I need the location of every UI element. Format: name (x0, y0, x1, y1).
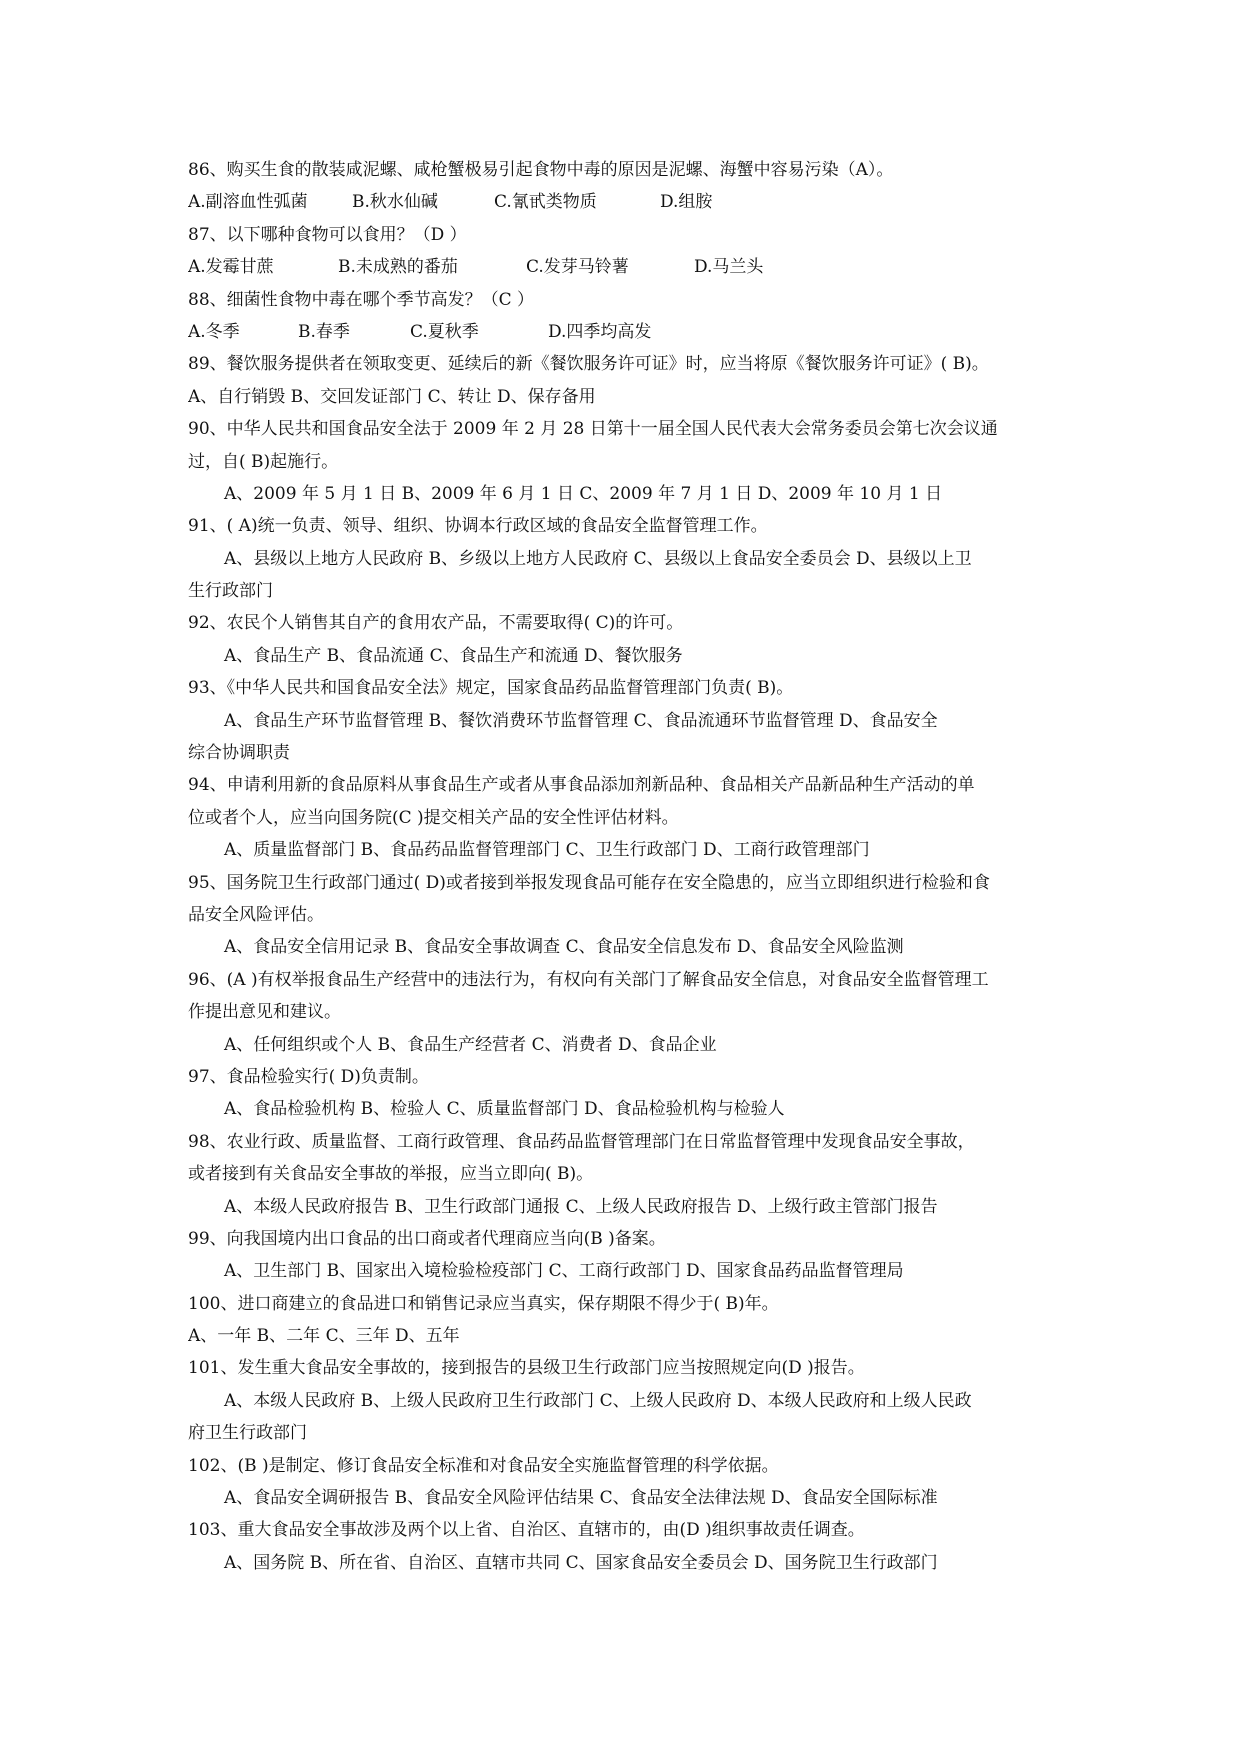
question-88-options (188, 316, 1060, 348)
question-91-options: A、县级以上地方人民政府 B、乡级以上地方人民政府 C、县级以上食品安全委员会 D、县级以上卫 (224, 548, 972, 569)
option-d: D.马兰头 (694, 257, 764, 278)
question-87-stem: 87、以下哪种食物可以食用？（D ） (188, 224, 467, 245)
question-92-options: A、食品生产 B、食品流通 C、食品生产和流通 D、餐饮服务 (224, 645, 683, 666)
question-91-stem: 91、( A)统一负责、领导、组织、协调本行政区域的食品安全监督管理工作。 (188, 516, 768, 537)
question-97-options: A、食品检验机构 B、检验人 C、质量监督部门 D、食品检验机构与检验人 (224, 1099, 785, 1120)
question-93-options: A、食品生产环节监督管理 B、餐饮消费环节监督管理 C、食品流通环节监督管理 D、食品安全 (224, 710, 938, 731)
question-101-options: A、本级人民政府 B、上级人民政府卫生行政部门 C、上级人民政府 D、本级人民政府和上级人民政 (224, 1390, 972, 1411)
option-a: A.发霉甘蔗 (188, 257, 274, 278)
option-b: B.秋水仙碱 (352, 192, 438, 213)
question-102-stem: 102、(B )是制定、修订食品安全标准和对食品安全实施监督管理的科学依据。 (188, 1455, 779, 1476)
option-a: A.副溶血性弧菌 (188, 192, 308, 213)
question-89-stem: 89、餐饮服务提供者在领取变更、延续后的新《餐饮服务许可证》时，应当将原《餐饮服务许可证》( B)。 (188, 354, 989, 375)
question-92-stem: 92、农民个人销售其自产的食用农产品，不需要取得( C)的许可。 (188, 613, 684, 634)
option-c: C.夏秋季 (410, 321, 479, 342)
question-100-stem: 100、进口商建立的食品进口和销售记录应当真实，保存期限不得少于( B)年。 (188, 1293, 779, 1314)
question-90-stem-cont: 过，自( B)起施行。 (188, 451, 339, 472)
question-88-stem: 88、细菌性食物中毒在哪个季节高发？（C ） (188, 289, 535, 310)
question-98-options: A、本级人民政府报告 B、卫生行政部门通报 C、上级人民政府报告 D、上级行政主管部门报告 (224, 1196, 938, 1217)
question-100-options: A、一年 B、二年 C、三年 D、五年 (188, 1326, 460, 1347)
question-95-options: A、食品安全信用记录 B、食品安全事故调查 C、食品安全信息发布 D、食品安全风险监测 (224, 937, 904, 958)
option-b: B.春季 (298, 321, 350, 342)
question-93-stem: 93、《中华人民共和国食品安全法》规定，国家食品药品监督管理部门负责( B)。 (188, 678, 794, 699)
question-89-options: A、自行销毁 B、交回发证部门 C、转让 D、保存备用 (188, 386, 596, 407)
question-90-options: A、2009 年 5 月 1 日 B、2009 年 6 月 1 日 C、2009 年 7 月 1 日 D、2009 年 10 月 1 日 (224, 483, 943, 504)
question-91-options-cont: 生行政部门 (188, 581, 273, 602)
question-96-stem: 96、(A )有权举报食品生产经营中的违法行为，有权向有关部门了解食品安全信息，对食品安全监督管理工 (188, 969, 989, 990)
question-87-options (188, 251, 1060, 283)
question-103-options: A、国务院 B、所在省、自治区、直辖市共同 C、国家食品安全委员会 D、国务院卫生行政部门 (224, 1552, 938, 1573)
option-d: D.四季均高发 (548, 321, 652, 342)
option-a: A.冬季 (188, 321, 240, 342)
question-103-stem: 103、重大食品安全事故涉及两个以上省、自治区、直辖市的，由(D )组织事故责任调查。 (188, 1520, 865, 1541)
question-97-stem: 97、食品检验实行( D)负责制。 (188, 1066, 429, 1087)
question-101-stem: 101、发生重大食品安全事故的，接到报告的县级卫生行政部门应当按照规定向(D )报告。 (188, 1358, 865, 1379)
question-96-options: A、任何组织或个人 B、食品生产经营者 C、消费者 D、食品企业 (224, 1034, 717, 1055)
question-98-stem-cont: 或者接到有关食品安全事故的举报，应当立即向( B)。 (188, 1164, 594, 1185)
question-96-stem-cont: 作提出意见和建议。 (188, 1002, 341, 1023)
question-90-stem: 90、中华人民共和国食品安全法于 2009 年 2 月 28 日第十一届全国人民代表大会常务委员会第七次会议通 (188, 419, 998, 440)
question-94-options: A、质量监督部门 B、食品药品监督管理部门 C、卫生行政部门 D、工商行政管理部门 (224, 840, 870, 861)
option-b: B.未成熟的番茄 (338, 257, 458, 278)
question-94-stem-cont: 位或者个人，应当向国务院(C )提交相关产品的安全性评估材料。 (188, 807, 679, 828)
question-list (188, 154, 1060, 1579)
option-c: C.氰甙类物质 (494, 192, 597, 213)
question-99-stem: 99、向我国境内出口食品的出口商或者代理商应当向(B )备案。 (188, 1228, 666, 1249)
option-c: C.发芽马铃薯 (526, 257, 629, 278)
option-d: D.组胺 (660, 192, 713, 213)
question-94-stem: 94、申请利用新的食品原料从事食品生产或者从事食品添加剂新品种、食品相关产品新品种生产活动的单 (188, 775, 975, 796)
question-102-options: A、食品安全调研报告 B、食品安全风险评估结果 C、食品安全法律法规 D、食品安全国际标准 (224, 1488, 938, 1509)
question-86-stem: 86、购买生食的散装咸泥螺、咸枪蟹极易引起食物中毒的原因是泥螺、海蟹中容易污染（A）。 (188, 160, 894, 180)
question-93-options-cont: 综合协调职责 (188, 743, 290, 764)
question-101-options-cont: 府卫生行政部门 (188, 1423, 307, 1444)
question-99-options: A、卫生部门 B、国家出入境检验检疫部门 C、工商行政部门 D、国家食品药品监督管理局 (224, 1261, 904, 1282)
question-95-stem-cont: 品安全风险评估。 (188, 904, 324, 925)
question-95-stem: 95、国务院卫生行政部门通过( D)或者接到举报发现食品可能存在安全隐患的，应当立即组织进行检验和食 (188, 872, 990, 893)
question-98-stem: 98、农业行政、质量监督、工商行政管理、食品药品监督管理部门在日常监督管理中发现食品安全事故， (188, 1131, 975, 1152)
question-86-options (188, 186, 1060, 218)
